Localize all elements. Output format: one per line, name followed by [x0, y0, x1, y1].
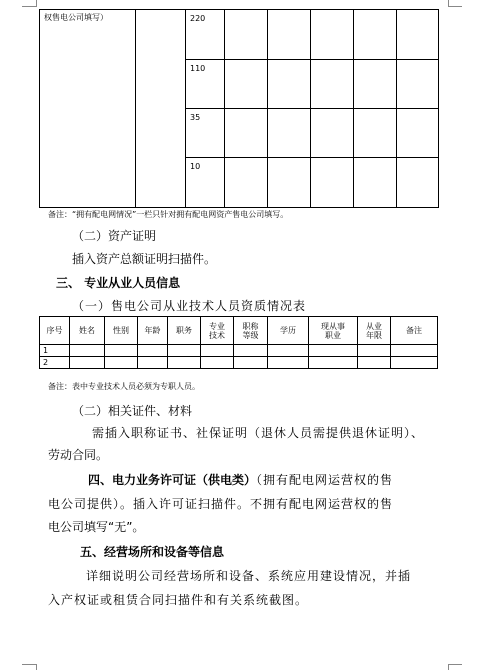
- table-row: [40, 357, 438, 369]
- voltage-value: 35: [190, 113, 201, 122]
- voltage-value: 10: [190, 162, 201, 171]
- table-cell: [70, 357, 105, 369]
- grid-cell: [397, 109, 439, 158]
- corner-mark-top-left-v: [36, 0, 37, 7]
- table-cell: [358, 345, 391, 357]
- section-3-2-text-line-2: 劳动合同。: [48, 448, 109, 462]
- table-cell: [391, 345, 438, 357]
- grid-cell: [268, 109, 311, 158]
- table-cell: [391, 357, 438, 369]
- staff-qualification-table: [39, 316, 438, 369]
- grid-cell: [225, 158, 268, 208]
- header-cell: 职务: [168, 317, 201, 345]
- section-4-line-1: [88, 471, 393, 488]
- voltage-cell: [186, 109, 225, 158]
- section-5-heading: 五、经营场所和设备等信息: [80, 545, 225, 559]
- row-number-cell: 1: [40, 345, 70, 357]
- corner-mark-bottom-right-v: [448, 664, 449, 670]
- staff-table-header-row: [40, 317, 438, 345]
- grid-cell: [397, 60, 439, 109]
- header-cell: 职称 等级: [234, 317, 268, 345]
- grid-cell: [354, 10, 397, 60]
- voltage-value: 220: [190, 14, 206, 23]
- grid-cell: [354, 158, 397, 208]
- row-number-cell: 2: [40, 357, 70, 369]
- grid-cell: [311, 60, 354, 109]
- voltage-cell: [186, 158, 225, 208]
- corner-mark-bottom-left-v: [36, 664, 37, 670]
- table-row: [40, 345, 438, 357]
- voltage-value: 110: [190, 64, 206, 73]
- section-4-heading: 四、电力业务许可证（供电类）: [88, 473, 257, 487]
- grid-cell: [397, 10, 439, 60]
- table-cell: [234, 345, 268, 357]
- label-cell-text: 权售电公司填写）: [44, 13, 108, 22]
- grid-cell: [268, 10, 311, 60]
- table-cell: [168, 357, 201, 369]
- table-cell: [309, 345, 358, 357]
- table-cell: [105, 345, 138, 357]
- header-cell: 从业 年限: [358, 317, 391, 345]
- grid-cell: [311, 158, 354, 208]
- header-cell: 备注: [391, 317, 438, 345]
- corner-mark-bottom-left-h: [22, 664, 36, 665]
- table-cell: [234, 357, 268, 369]
- grid-cell: [225, 109, 268, 158]
- table-cell: [309, 357, 358, 369]
- grid-cell: [268, 60, 311, 109]
- header-cell: 序号: [40, 317, 70, 345]
- grid-cell: [354, 60, 397, 109]
- section-3-2-text-line-1: 需插入职称证书、社保证明（退休人员需提供退休证明）、: [92, 426, 425, 440]
- corner-mark-top-right-h: [448, 6, 462, 7]
- voltage-cell: [186, 60, 225, 109]
- section-4-text-line-2: 电公司提供）。插入许可证扫描件。不拥有配电网运营权的售: [48, 497, 394, 511]
- grid-cell: [397, 158, 439, 208]
- section-3-2-heading: （二）相关证件、材料: [72, 404, 193, 418]
- section-3-1-heading: （一）售电公司从业技术人员资质情况表: [72, 299, 307, 313]
- table-cell: [358, 357, 391, 369]
- table-cell: [201, 357, 234, 369]
- corner-mark-bottom-right-h: [448, 664, 462, 665]
- section-5-text-line-1: 详细说明公司经营场所和设备、系统应用建设情况，并插: [86, 569, 412, 583]
- header-cell: 学历: [268, 317, 309, 345]
- grid-cell: [268, 158, 311, 208]
- grid-ownership-table: [39, 9, 439, 208]
- empty-merged-cell: [136, 10, 186, 208]
- header-cell: 专业 技术: [201, 317, 234, 345]
- corner-mark-top-left-h: [22, 6, 36, 7]
- header-cell: 年龄: [138, 317, 168, 345]
- table-cell: [138, 345, 168, 357]
- section-4-text-line-1: （拥有配电网运营权的售: [256, 473, 394, 487]
- grid-cell: [311, 10, 354, 60]
- grid-cell: [225, 60, 268, 109]
- table-cell: [138, 357, 168, 369]
- table-cell: [70, 345, 105, 357]
- table-cell: [168, 345, 201, 357]
- header-cell: 现从事 职业: [309, 317, 358, 345]
- grid-cell: [225, 10, 268, 60]
- corner-mark-top-right-v: [448, 0, 449, 7]
- table-cell: [268, 345, 309, 357]
- section-2-2-heading: （二）资产证明: [72, 229, 157, 243]
- table-cell: [268, 357, 309, 369]
- voltage-cell: [186, 10, 225, 60]
- note-staff: 备注：表中专业技术人员必须为专职人员。: [48, 382, 200, 391]
- header-cell: 性别: [105, 317, 138, 345]
- table-cell: [105, 357, 138, 369]
- label-cell: [40, 10, 136, 208]
- grid-cell: [354, 109, 397, 158]
- note-grid-ownership: 备注：“拥有配电网情况”一栏只针对拥有配电网资产售电公司填写。: [48, 210, 289, 219]
- section-3-heading: 三、 专业从业人员信息: [56, 276, 181, 290]
- table-cell: [201, 345, 234, 357]
- header-cell: 姓名: [70, 317, 105, 345]
- section-2-2-text: 插入资产总额证明扫描件。: [72, 252, 217, 266]
- section-4-text-line-3: 电公司填写“无”。: [48, 520, 145, 534]
- section-5-text-line-2: 入产权证或租赁合同扫描件和有关系统截图。: [48, 593, 309, 607]
- grid-cell: [311, 109, 354, 158]
